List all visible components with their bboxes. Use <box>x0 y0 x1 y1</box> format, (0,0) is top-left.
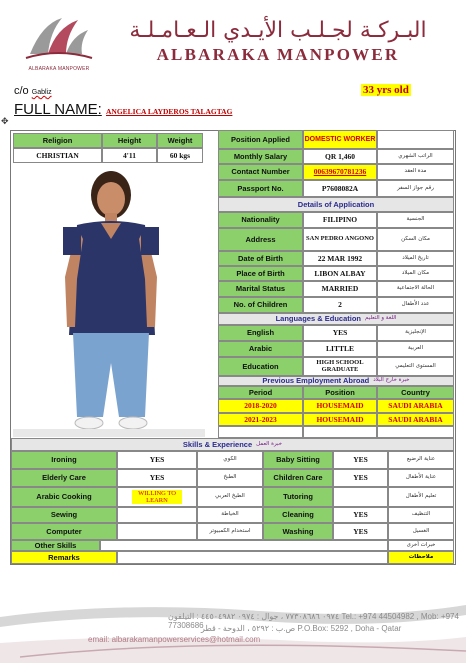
arabic-ar: العربية <box>377 341 454 357</box>
employment-title: Previous Employment Abroad <box>262 376 370 386</box>
remarks-value <box>117 551 388 564</box>
skill-right-ar-5: الغسيل <box>388 523 454 540</box>
skill-left-ar-4: الخياطة <box>197 507 263 523</box>
applicant-photo <box>13 167 205 437</box>
skill-left-value-4 <box>117 507 197 523</box>
skill-right-value-4: YES <box>333 507 388 523</box>
skill-left-value-2: YES <box>117 469 197 487</box>
date-of-birth-label: Date of Birth <box>218 251 303 266</box>
marital-status-value: MARRIED <box>303 281 377 297</box>
weight-header: Weight <box>157 133 203 148</box>
children-label: No. of Children <box>218 297 303 313</box>
address-label: Address <box>218 228 303 251</box>
care-of-line <box>14 85 52 97</box>
full-name-label: FULL NAME <box>14 101 98 118</box>
move-handle-icon[interactable]: ✥ <box>1 116 9 126</box>
skill-right-ar-4: التنظيف <box>388 507 454 523</box>
passport-label: Passport No. <box>218 180 303 197</box>
skill-left-ar-1: الكوي <box>197 451 263 469</box>
skill-left-label-1: Ironing <box>11 451 117 469</box>
skill-left-label-3: Arabic Cooking <box>11 487 117 507</box>
weight-value: 60 kgs <box>157 148 203 163</box>
age-badge: 33 yrs old <box>363 84 409 96</box>
period-header: Period <box>218 386 303 399</box>
skill-left-label-4: Sewing <box>11 507 117 523</box>
footer-po-box-line: ص.ب : ٥٢٩٢ ، الدوحة - قطر P.O.Box: 5292 , Doha - Qatar <box>201 624 402 633</box>
skill-left-value-1: YES <box>117 451 197 469</box>
english-ar: الإنجليزية <box>377 325 454 341</box>
skill-right-value-3 <box>333 487 388 507</box>
skill-right-value-2: YES <box>333 469 388 487</box>
details-section-title: Details of Application <box>218 197 454 212</box>
care-of-prefix: c/o <box>14 85 29 97</box>
position-header: Position <box>303 386 377 399</box>
children-ar: عدد الأطفال <box>377 297 454 313</box>
nationality-value: FILIPINO <box>303 212 377 228</box>
employment-section-title <box>218 376 454 386</box>
footer-email-line[interactable]: email: albarakamanpowerservices@hotmail.com <box>88 635 261 644</box>
employment-position-1: HOUSEMAID <box>303 399 377 413</box>
languages-title: Languages & Education <box>275 314 361 324</box>
skill-left-label-2: Elderly Care <box>11 469 117 487</box>
monthly-salary-ar: الراتب الشهري <box>377 149 454 164</box>
passport-ar: رقم جواز السفر <box>377 180 454 197</box>
nationality-ar: الجنسية <box>377 212 454 228</box>
monthly-salary-label: Monthly Salary <box>218 149 303 164</box>
employment-position-2: HOUSEMAID <box>303 413 377 426</box>
employment-country-1: SAUDI ARABIA <box>377 399 454 413</box>
skills-title-ar: خبرة العمل <box>256 440 283 447</box>
skill-right-label-4: Cleaning <box>263 507 333 523</box>
children-value: 2 <box>303 297 377 313</box>
position-applied-value: DOMESTIC WORKER <box>303 130 377 149</box>
care-of-name: Gabliz <box>31 89 52 96</box>
marital-status-label: Marital Status <box>218 281 303 297</box>
remarks-label: Remarks <box>11 551 117 564</box>
full-name-line: FULL NAME: ANGELICA LAYDEROS TALAGTAG <box>14 101 233 118</box>
religion-value: CHRISTIAN <box>13 148 102 163</box>
other-skills-ar: خبرات أخرى <box>388 540 454 551</box>
other-skills-value <box>100 540 388 551</box>
skill-right-ar-3: تعليم الأطفال <box>388 487 454 507</box>
english-label: English <box>218 325 303 341</box>
passport-value: P7608082A <box>303 180 377 197</box>
skill-right-label-3: Tutoring <box>263 487 333 507</box>
logo-caption: ALBARAKA MANPOWER <box>28 66 90 72</box>
remarks-ar: ملاحظات <box>388 551 454 564</box>
skill-right-ar-2: عناية الأطفال <box>388 469 454 487</box>
skill-right-ar-1: عناية الرضيع <box>388 451 454 469</box>
height-value: 4'11 <box>102 148 157 163</box>
skill-left-value-3: WILLING TO LEARN <box>132 490 182 504</box>
education-ar: المستوى التعليمي <box>377 357 454 376</box>
employment-country-2: SAUDI ARABIA <box>377 413 454 426</box>
skill-left-ar-3: الطبخ العربي <box>197 487 263 507</box>
skill-right-label-5: Washing <box>263 523 333 540</box>
address-ar: مكان السكن <box>377 228 454 251</box>
employment-period-2: 2021-2023 <box>218 413 303 426</box>
arabic-value: LITTLE <box>303 341 377 357</box>
albaraka-logo <box>22 14 94 68</box>
education-label: Education <box>218 357 303 376</box>
skill-right-value-5: YES <box>333 523 388 540</box>
date-of-birth-ar: تاريخ الميلاد <box>377 251 454 266</box>
languages-section-title <box>218 313 454 325</box>
full-name-value: ANGELICA LAYDEROS TALAGTAG <box>105 107 233 116</box>
skill-left-ar-5: استخدام الكمبيوتر <box>197 523 263 540</box>
skill-right-label-1: Baby Sitting <box>263 451 333 469</box>
country-header: Country <box>377 386 454 399</box>
contact-number-ar: مدة العقد <box>377 164 454 180</box>
employment-blank-1 <box>218 426 303 438</box>
employment-blank-3 <box>377 426 454 438</box>
position-applied-blank <box>377 130 454 149</box>
nationality-label: Nationality <box>218 212 303 228</box>
place-of-birth-label: Place of Birth <box>218 266 303 281</box>
address-value: SAN PEDRO ANGONO <box>303 228 377 251</box>
languages-title-ar: اللغة و التعليم <box>365 315 397 322</box>
arabic-company-title: البـركـة لجـلـب الأيـدي الـعـامـلـة <box>129 18 427 43</box>
position-applied-label: Position Applied <box>218 130 303 149</box>
monthly-salary-value: QR 1,460 <box>303 149 377 164</box>
marital-status-ar: الحالة الاجتماعية <box>377 281 454 297</box>
date-of-birth-value: 22 MAR 1992 <box>303 251 377 266</box>
english-value: YES <box>303 325 377 341</box>
applicant-photo-figure <box>13 167 205 437</box>
skills-section-title <box>11 438 454 451</box>
skill-left-ar-2: الطبخ <box>197 469 263 487</box>
skills-title: Skills & Experience <box>182 439 253 449</box>
other-skills-label: Other Skills <box>11 540 100 551</box>
education-value: HIGH SCHOOL GRADUATE <box>303 357 377 376</box>
employment-blank-2 <box>303 426 377 438</box>
skill-left-value-5 <box>117 523 197 540</box>
height-header: Height <box>102 133 157 148</box>
arabic-label: Arabic <box>218 341 303 357</box>
skill-left-label-5: Computer <box>11 523 117 540</box>
skill-right-value-1: YES <box>333 451 388 469</box>
religion-header: Religion <box>13 133 102 148</box>
skill-left-value-3-cell <box>117 487 197 507</box>
place-of-birth-ar: مكان الميلاد <box>377 266 454 281</box>
contact-number-label: Contact Number <box>218 164 303 180</box>
skill-right-label-2: Children Care <box>263 469 333 487</box>
contact-number-value[interactable]: 00639670781236 <box>303 164 377 180</box>
footer-phone-line: ٠٩٧٤ ٧٧٣٠٨٦٨٦ ، جوال : ٠٩٧٤ ٤٤٥٠٤٩٨٢ : التيلفون Tel.: +974 44504982 , Mob: +974 77308686 <box>168 612 459 630</box>
company-title: ALBARAKA MANPOWER <box>156 45 400 64</box>
employment-period-1: 2018-2020 <box>218 399 303 413</box>
place-of-birth-value: LIBON ALBAY <box>303 266 377 281</box>
employment-title-ar: خبرة خارج البلاد <box>373 377 410 384</box>
